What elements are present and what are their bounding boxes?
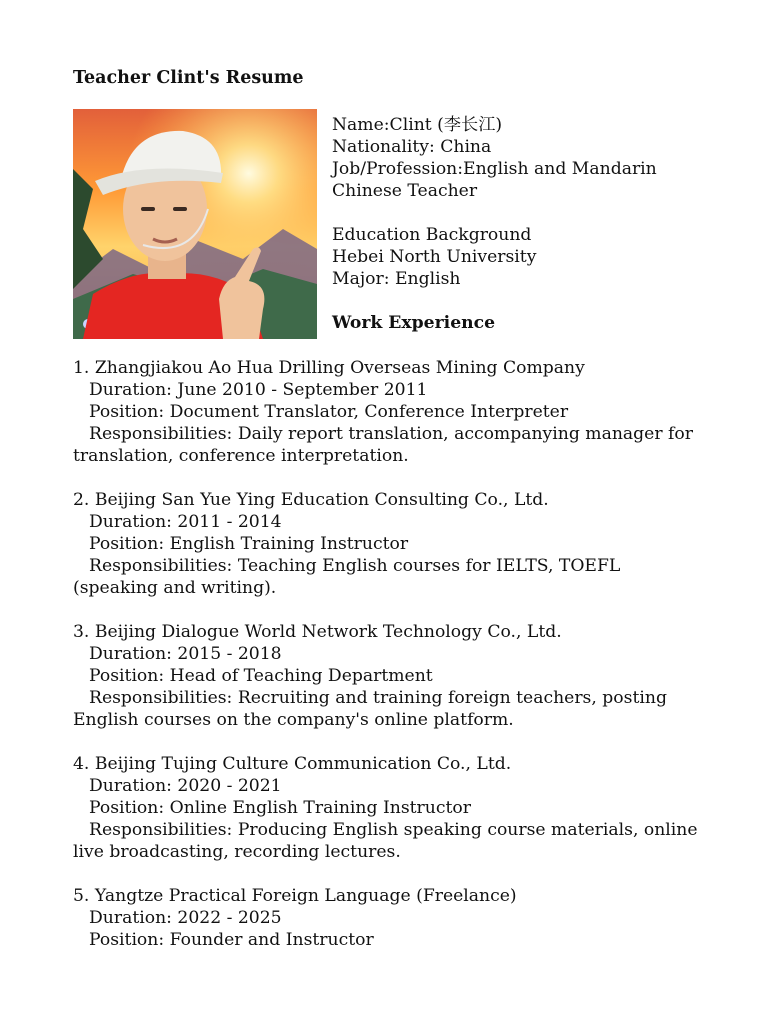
work-experience-list (73, 357, 705, 973)
job-entry (73, 357, 705, 467)
job-responsibilities: Responsibilities: Recruiting and training foreign teachers, posting English courses on the company's online platform. (73, 688, 667, 730)
job-entry (73, 885, 705, 951)
job-position: Position: Head of Teaching Department (89, 666, 433, 686)
work-experience-heading: Work Experience (332, 313, 496, 333)
resume-page (73, 0, 703, 1024)
job-position: Position: Document Translator, Conference Interpreter (89, 402, 569, 422)
job-duration: Duration: 2011 - 2014 (89, 512, 282, 532)
education-university: Hebei North University (332, 247, 537, 267)
job-entry (73, 489, 705, 599)
profile-summary (332, 114, 704, 334)
job-company: 1. Zhangjiakou Ao Hua Drilling Overseas Mining Company (73, 358, 585, 378)
job-entry (73, 753, 705, 863)
job-position: Position: Founder and Instructor (89, 930, 374, 950)
job-position: Position: Online English Training Instructor (89, 798, 471, 818)
job-company: 2. Beijing San Yue Ying Education Consulting Co., Ltd. (73, 490, 549, 510)
job-company: 3. Beijing Dialogue World Network Technology Co., Ltd. (73, 622, 562, 642)
job-responsibilities: Responsibilities: Daily report translation, accompanying manager for translation, conference interpretation. (73, 424, 693, 466)
job-responsibilities: Responsibilities: Producing English speaking course materials, online live broadcasting, recording lectures. (73, 820, 698, 862)
job-company: 5. Yangtze Practical Foreign Language (Freelance) (73, 886, 517, 906)
profile-nationality: Nationality: China (332, 137, 492, 157)
education-heading: Education Background (332, 225, 532, 245)
profile-name: Name:Clint (李长江) (332, 115, 503, 135)
job-duration: Duration: 2015 - 2018 (89, 644, 282, 664)
job-company: 4. Beijing Tujing Culture Communication Co., Ltd. (73, 754, 512, 774)
job-position: Position: English Training Instructor (89, 534, 409, 554)
job-duration: Duration: 2022 - 2025 (89, 908, 282, 928)
profile-job-line1: Job/Profession:English and Mandarin (332, 159, 657, 179)
profile-photo (73, 109, 317, 339)
job-responsibilities: Responsibilities: Teaching English courses for IELTS, TOEFL (speaking and writing). (73, 556, 621, 598)
job-duration: Duration: June 2010 - September 2011 (89, 380, 428, 400)
job-entry (73, 621, 705, 731)
page-title: Teacher Clint's Resume (73, 68, 304, 88)
job-duration: Duration: 2020 - 2021 (89, 776, 282, 796)
education-major: Major: English (332, 269, 461, 289)
profile-job-line2: Chinese Teacher (332, 181, 478, 201)
